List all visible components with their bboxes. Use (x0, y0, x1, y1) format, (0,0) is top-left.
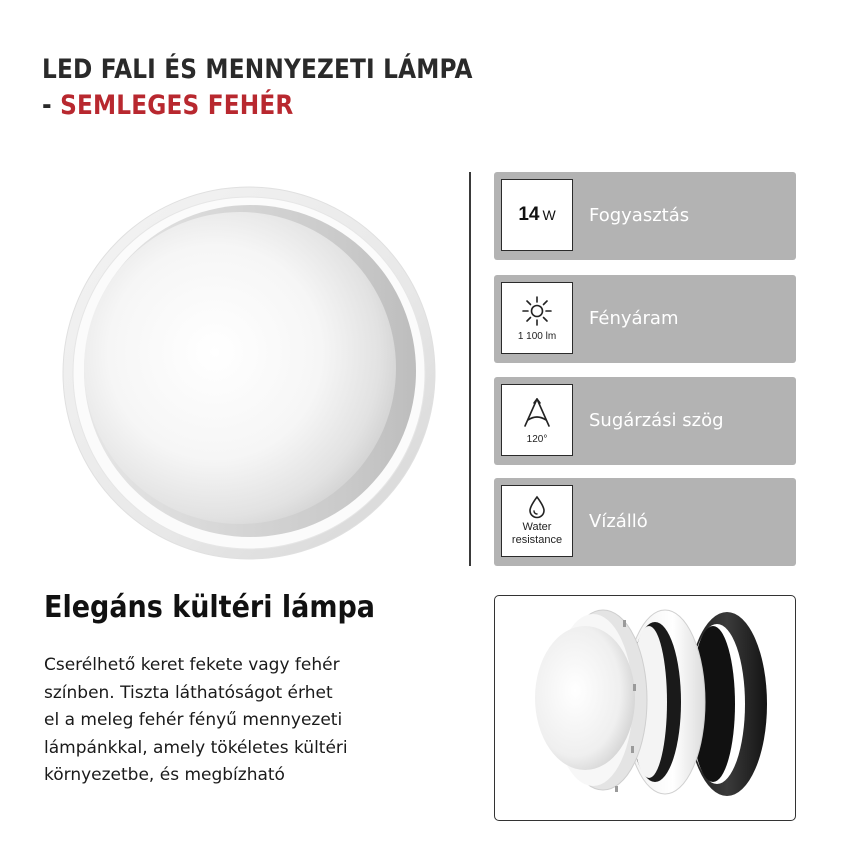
interchangeable-frames-illustration (495, 596, 794, 819)
beam-angle-value: 120° (526, 433, 548, 445)
water-resistance-line-2: resistance (511, 534, 563, 546)
title-line-1: LED FALI ÉS MENNYEZETI LÁMPA (42, 54, 473, 85)
water-drop-icon (526, 495, 548, 519)
description-line: környezetbe, és megbízható (44, 765, 285, 785)
water-resistance-text (512, 521, 562, 547)
feature-water-resistance (494, 478, 796, 566)
sun-icon (521, 295, 553, 327)
beam-angle-icon (520, 396, 554, 430)
feature-icon-box (501, 282, 573, 354)
lamp-product-image (62, 186, 436, 560)
power-unit: W (542, 207, 556, 223)
feature-label: Sugárzási szög (589, 410, 724, 431)
exploded-view-image (494, 595, 796, 821)
feature-icon-box (501, 485, 573, 557)
feature-label: Fényáram (589, 308, 679, 329)
feature-label: Vízálló (589, 511, 648, 532)
feature-consumption (494, 172, 796, 260)
power-number: 14 (518, 204, 540, 225)
description-line: Cserélhető keret fekete vagy fehér (44, 655, 340, 675)
title-dash: - (42, 90, 61, 121)
section-heading: Elegáns kültéri lámpa (44, 590, 376, 625)
title-line-2 (42, 88, 473, 124)
power-value (518, 204, 555, 226)
luminous-flux-value: 1 100 lm (517, 330, 557, 342)
feature-luminous-flux (494, 275, 796, 363)
feature-beam-angle (494, 377, 796, 465)
description-line: színben. Tiszta láthatóságot érhet (44, 682, 333, 703)
page-title (42, 52, 473, 124)
description-line: lámpánkkal, amely tökéletes kültéri (44, 737, 348, 758)
description-line: el a meleg fehér fényű mennyezeti (44, 710, 343, 730)
title-accent: SEMLEGES FEHÉR (60, 90, 294, 121)
water-resistance-line-1: Water (522, 521, 552, 533)
section-description (44, 652, 444, 790)
feature-icon-box (501, 384, 573, 456)
watt-icon (501, 179, 573, 251)
feature-label: Fogyasztás (589, 205, 690, 226)
vertical-divider (469, 172, 471, 566)
